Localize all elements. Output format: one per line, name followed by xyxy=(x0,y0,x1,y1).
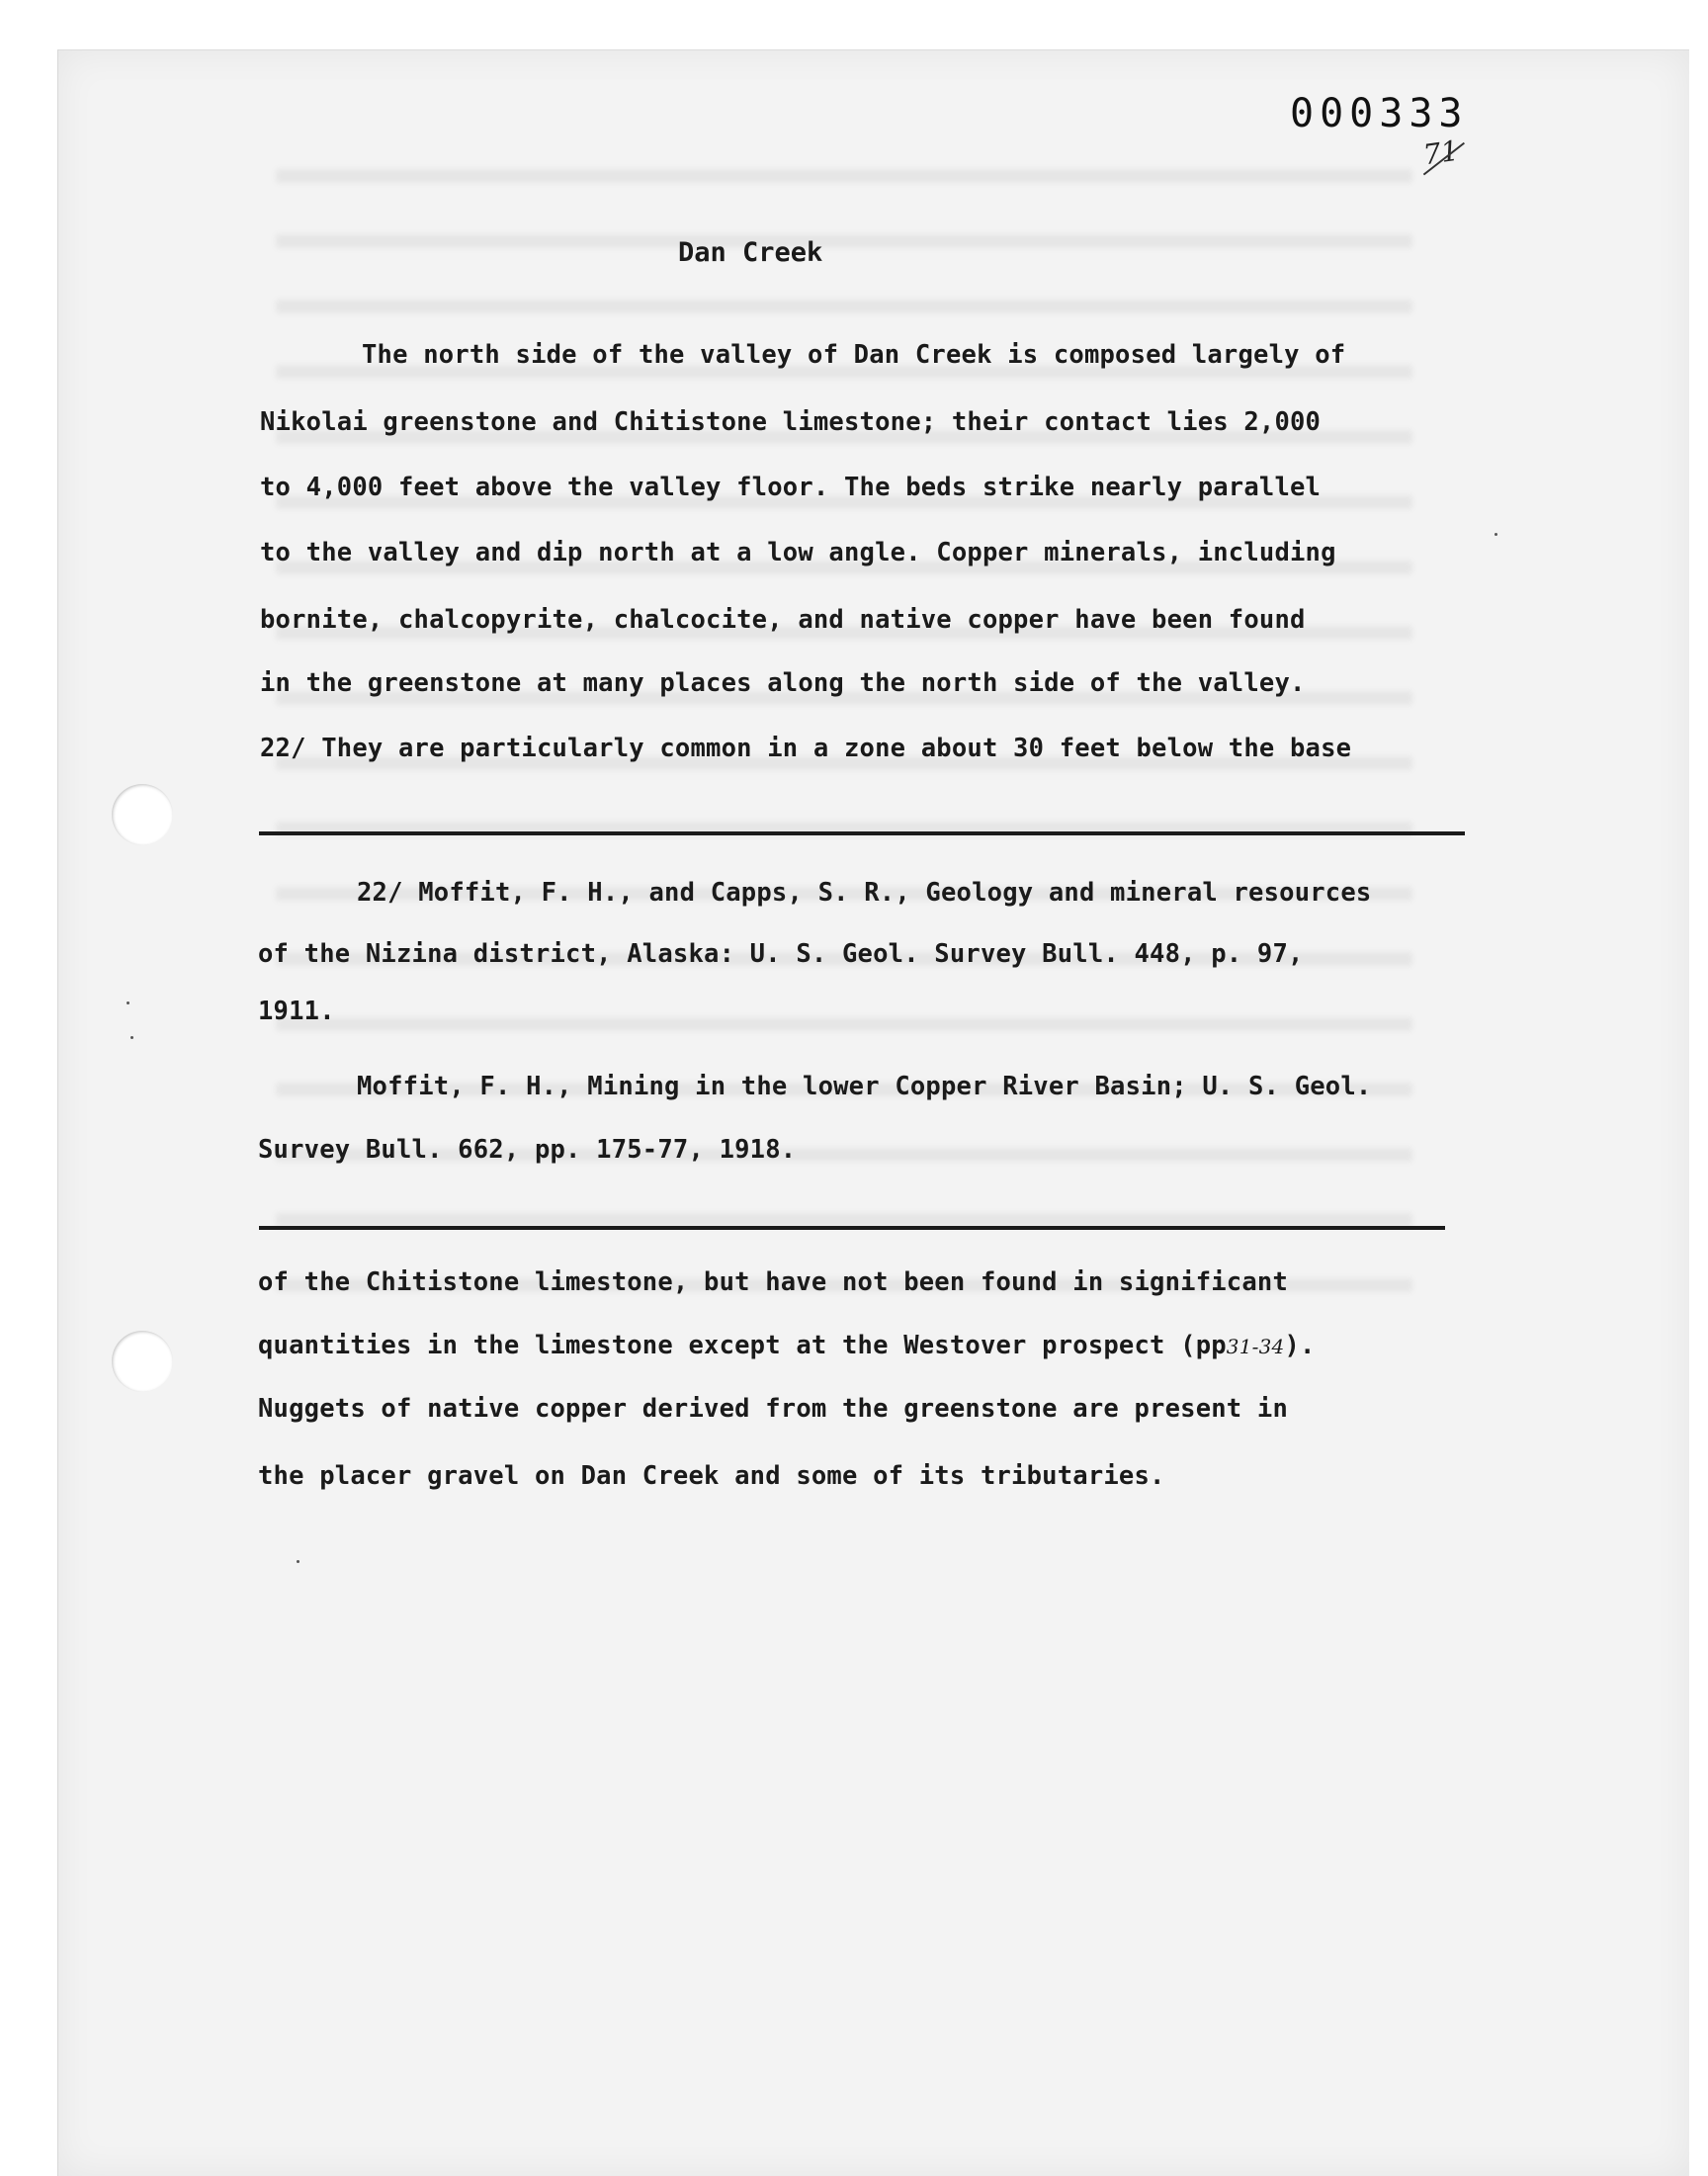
scan-speck xyxy=(1494,533,1497,536)
bleed-through-texture xyxy=(276,169,1412,1652)
footnote-line: of the Nizina district, Alaska: U. S. Geol. Survey Bull. 448, p. 97, xyxy=(258,939,1304,969)
footnote-rule-top xyxy=(259,831,1465,835)
continuation-line-text: quantities in the limestone except at the Westover prospect (pp xyxy=(258,1331,1227,1360)
body-line: to the valley and dip north at a low angle. Copper minerals, including xyxy=(260,538,1336,567)
body-line: in the greenstone at many places along the north side of the valley. xyxy=(260,668,1306,698)
continuation-line-tail: ). xyxy=(1284,1331,1316,1360)
handwritten-page-annotation xyxy=(1421,134,1461,172)
body-line: bornite, chalcopyrite, chalcocite, and native copper have been found xyxy=(260,605,1306,635)
body-line: The north side of the valley of Dan Creek is composed largely of xyxy=(362,340,1346,370)
footnote-line: 1911. xyxy=(258,997,335,1026)
scan-speck xyxy=(130,1036,133,1039)
handwritten-page-annotation-text: 71 xyxy=(1420,133,1461,172)
scan-speck xyxy=(127,1001,129,1004)
footnote-line: Moffit, F. H., Mining in the lower Copper River Basin; U. S. Geol. xyxy=(357,1072,1372,1101)
handwritten-page-ref: 31-34 xyxy=(1226,1335,1285,1358)
footnote-line: Survey Bull. 662, pp. 175-77, 1918. xyxy=(258,1135,797,1165)
scan-speck xyxy=(297,1560,299,1563)
continuation-line xyxy=(258,1331,1316,1360)
footnote-rule-bottom xyxy=(259,1226,1445,1230)
punch-hole-top xyxy=(112,784,173,845)
body-line: 22/ They are particularly common in a zone about 30 feet below the base xyxy=(260,734,1352,763)
section-title: Dan Creek xyxy=(678,237,823,268)
footnote-line: 22/ Moffit, F. H., and Capps, S. R., Geology and mineral resources xyxy=(357,878,1372,908)
body-line: to 4,000 feet above the valley floor. The beds strike nearly parallel xyxy=(260,473,1322,502)
body-line: Nikolai greenstone and Chitistone limestone; their contact lies 2,000 xyxy=(260,407,1322,437)
punch-hole-bottom xyxy=(112,1331,173,1392)
continuation-line: of the Chitistone limestone, but have not been found in significant xyxy=(258,1267,1289,1297)
continuation-line: Nuggets of native copper derived from the greenstone are present in xyxy=(258,1394,1289,1424)
continuation-line: the placer gravel on Dan Creek and some of its tributaries. xyxy=(258,1461,1165,1491)
page-number: 000333 xyxy=(1290,91,1469,136)
